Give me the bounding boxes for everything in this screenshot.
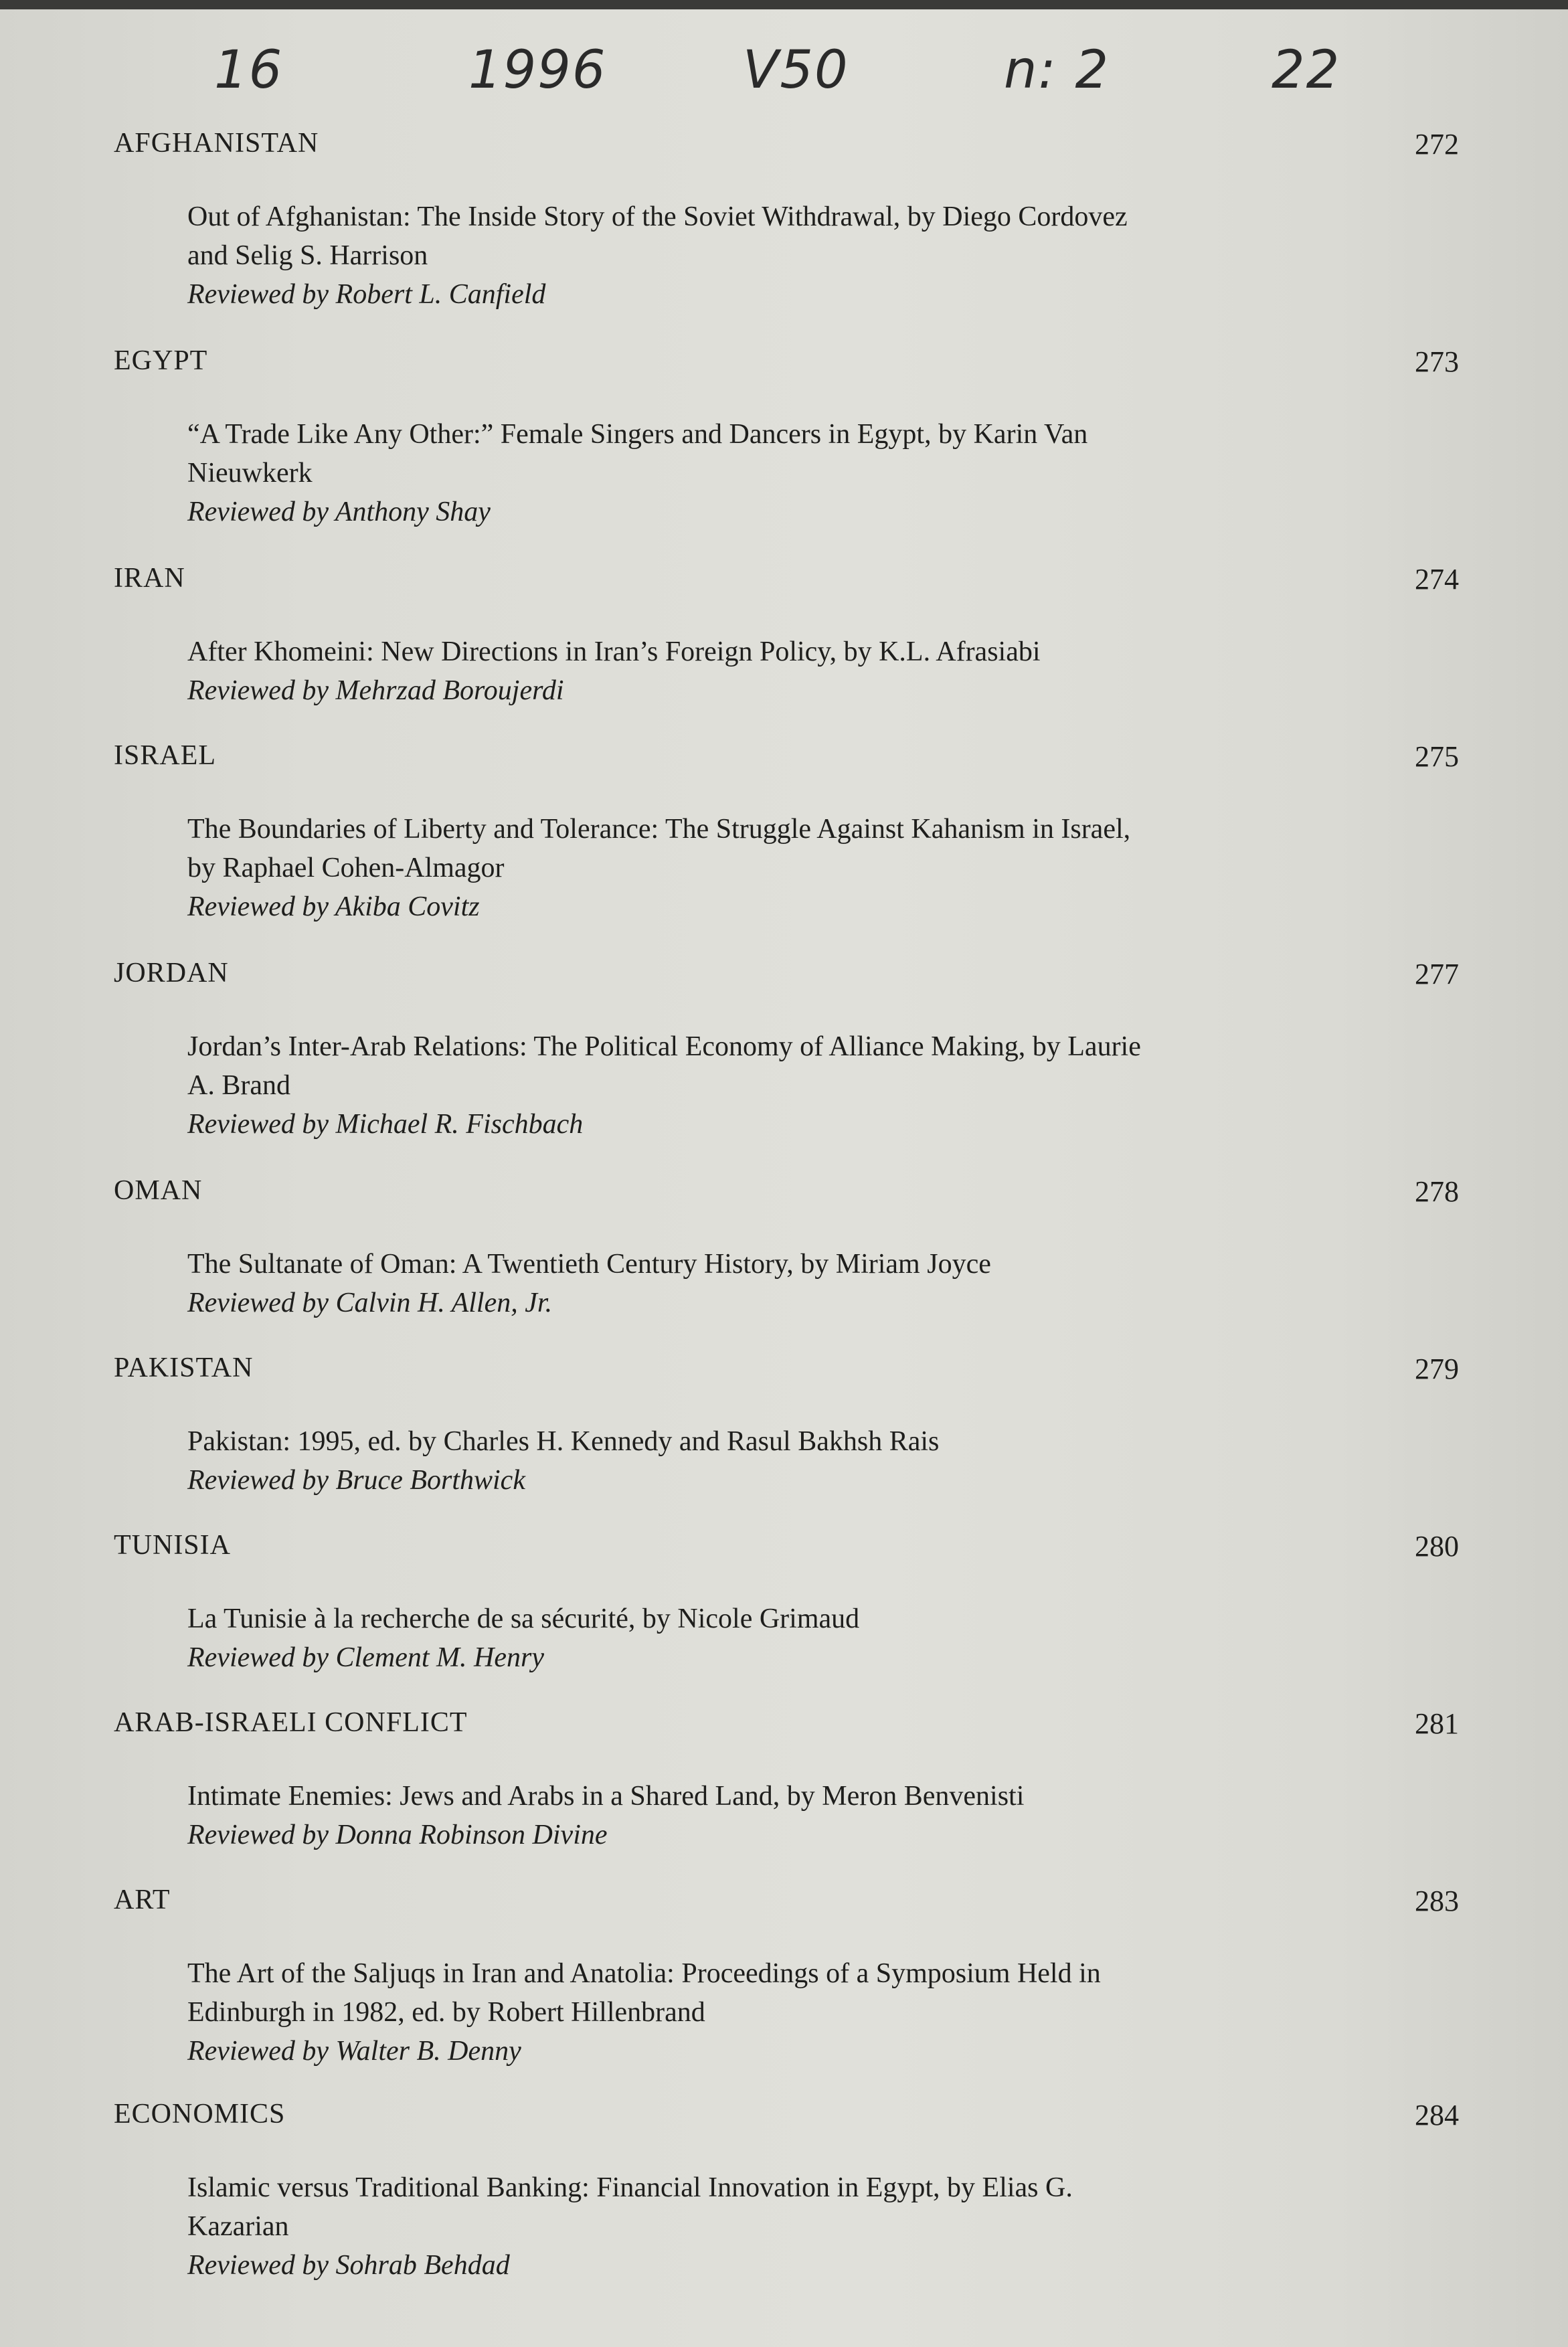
section-title: OMAN [114,1175,203,1206]
book-title-line: The Sultanate of Oman: A Twentieth Century History, by Miriam Joyce [187,1249,991,1280]
book-title-line: Islamic versus Traditional Banking: Financial Innovation in Egypt, by Elias G. [187,2172,1073,2203]
review-entry [187,1599,1419,1677]
book-title-line: A. Brand [187,1070,290,1101]
handwritten-volume: V50 [743,40,849,100]
section-title: AFGHANISTAN [114,128,319,159]
section-page-number: 280 [1415,1530,1459,1563]
review-entry [187,1777,1419,1854]
handwritten-year: 1996 [468,40,607,100]
review-entry [187,415,1419,531]
reviewer: Reviewed by Mehrzad Boroujerdi [187,675,564,706]
reviewer: Reviewed by Donna Robinson Divine [187,1820,608,1850]
section-title: ART [114,1885,171,1915]
section-title: ECONOMICS [114,2099,286,2129]
handwritten-issue: n: 2 [1004,40,1110,100]
section-title: IRAN [114,563,185,594]
reviewer: Reviewed by Clement M. Henry [187,1642,544,1673]
book-title-line: Nieuwkerk [187,458,313,489]
section-title: JORDAN [114,958,229,988]
review-section [107,1352,1459,1496]
review-section [107,1175,1459,1318]
review-entry [187,197,1419,314]
book-title-line: After Khomeini: New Directions in Iran’s Foreign Policy, by K.L. Afrasiabi [187,636,1041,667]
book-title-line: The Boundaries of Liberty and Tolerance: The Struggle Against Kahanism in Israel, [187,814,1131,845]
section-title: EGYPT [114,345,208,376]
section-page-number: 275 [1415,740,1459,773]
section-page-number: 281 [1415,1707,1459,1740]
section-page-number: 273 [1415,345,1459,378]
review-section [107,740,1459,922]
review-entry [187,1245,1419,1322]
handwritten-number: 16 [214,40,284,100]
section-title: ARAB-ISRAELI CONFLICT [114,1707,468,1738]
section-title: TUNISIA [114,1530,231,1561]
section-title: PAKISTAN [114,1353,254,1383]
book-title-line: Jordan’s Inter-Arab Relations: The Political Economy of Alliance Making, by Laurie [187,1031,1141,1062]
review-section [107,1529,1459,1673]
reviewer: Reviewed by Walter B. Denny [187,2036,521,2067]
book-title-line: “A Trade Like Any Other:” Female Singers and Dancers in Egypt, by Karin Van [187,419,1088,450]
page-top-edge [0,0,1568,9]
section-page-number: 278 [1415,1175,1459,1208]
section-page-number: 274 [1415,563,1459,596]
book-title-line: Intimate Enemies: Jews and Arabs in a Shared Land, by Meron Benvenisti [187,1781,1025,1812]
book-title-line: Kazarian [187,2211,289,2242]
reviewer: Reviewed by Sohrab Behdad [187,2250,510,2281]
review-section [107,345,1459,527]
review-entry [187,1954,1419,2071]
review-entry [187,1027,1419,1144]
review-section [107,1707,1459,1850]
reviewer: Reviewed by Bruce Borthwick [187,1465,525,1496]
reviewer: Reviewed by Anthony Shay [187,497,491,527]
book-title-line: Pakistan: 1995, ed. by Charles H. Kennedy and Rasul Bakhsh Rais [187,1426,940,1457]
review-entry [187,2168,1419,2285]
section-page-number: 283 [1415,1885,1459,1917]
book-title-line: La Tunisie à la recherche de sa sécurité, by Nicole Grimaud [187,1603,860,1634]
handwritten-count: 22 [1272,40,1341,100]
review-entry [187,632,1419,710]
reviewer: Reviewed by Robert L. Canfield [187,279,546,310]
book-title-line: and Selig S. Harrison [187,240,428,271]
book-title-line: by Raphael Cohen-Almagor [187,853,505,883]
section-title: ISRAEL [114,740,216,771]
reviewer: Reviewed by Akiba Covitz [187,891,480,922]
review-section [107,127,1459,310]
section-page-number: 272 [1415,128,1459,161]
book-title-line: The Art of the Saljuqs in Iran and Anatolia: Proceedings of a Symposium Held in [187,1958,1101,1989]
review-section [107,1884,1459,2067]
review-entry [187,810,1419,926]
book-title-line: Out of Afghanistan: The Inside Story of the Soviet Withdrawal, by Diego Cordovez [187,201,1128,232]
review-section [107,2098,1459,2281]
review-section [107,562,1459,706]
review-entry [187,1422,1419,1500]
review-section [107,957,1459,1140]
reviewer: Reviewed by Calvin H. Allen, Jr. [187,1288,553,1318]
section-page-number: 284 [1415,2099,1459,2132]
section-page-number: 279 [1415,1353,1459,1385]
handwritten-annotation [0,27,1568,100]
reviewer: Reviewed by Michael R. Fischbach [187,1109,584,1140]
section-page-number: 277 [1415,958,1459,990]
book-title-line: Edinburgh in 1982, ed. by Robert Hillenbrand [187,1997,705,2028]
